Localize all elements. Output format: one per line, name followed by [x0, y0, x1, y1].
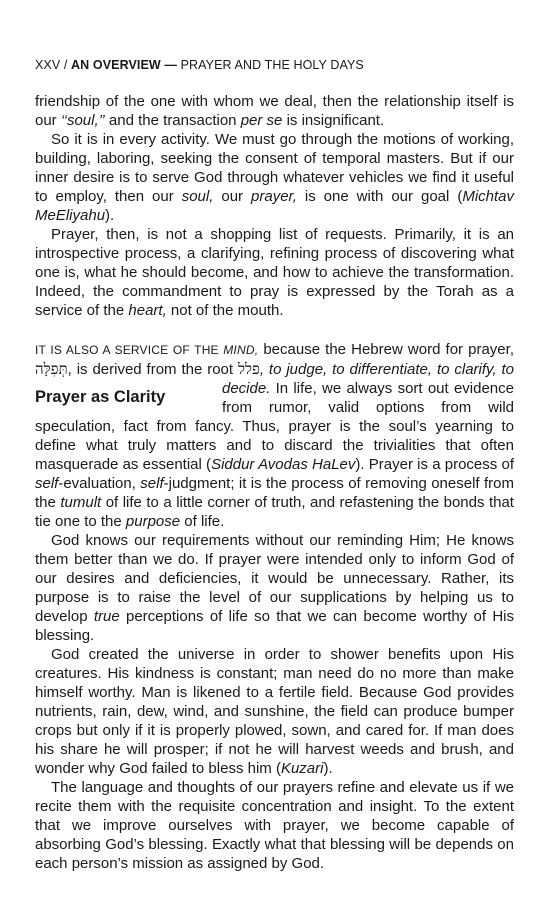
hebrew-root-palal: פלל	[237, 360, 260, 378]
paragraph-2: So it is in every activity. We must go through the motions of working, building, laboring, seeking the consent of temporal masters. But if our inner desire is to serve God through whatever vehicles we find it useful to employ, then our soul, our prayer, is one with our goal (Michtav MeEliyahu).	[35, 131, 515, 224]
paragraph-4: IT IS ALSO A SERVICE OF THE MIND, because the Hebrew word for prayer, תְּפִלָּה, is derived from the root פלל, to judge, to differentiate, to clarify, to decide. Prayer as Clarity In life, we always sort out evidence from rumor, valid options from wild speculation, fact from fancy. Thus, prayer is the soul’s yearning to define what truly matters and to discard the trivialities that often masquerade as essential (Siddur Avodas HaLev). Prayer is a process of self-evaluation, self-judgment; it is the process of removing oneself from the tumult of life to a little corner of truth, and refastening the bonds that tie one to the purpose of life.	[35, 341, 514, 530]
paragraph-7: The language and thoughts of our prayers refine and elevate us if we recite them with the requisite concentration and insight. To the extent that we improve ourselves with prayer, we become capable of absorbing God’s blessing. Exactly what that blessing will be depends on each person’s mission as assigned by God.	[35, 779, 514, 872]
header-dash: —	[164, 58, 178, 72]
paragraph-1: friendship of the one with whom we deal, then the relationship itself is our ‘‘soul,’’ and the transaction per se is insignificant.	[35, 93, 514, 129]
running-header	[35, 58, 364, 72]
paragraph-3: Prayer, then, is not a shopping list of requests. Primarily, it is an introspective process, a clarifying, refining process of discovering what one is, what he should become, and how to achieve the transformation. Indeed, the commandment to pray is expressed by the Torah as a service of the heart, not of the mouth.	[35, 226, 514, 319]
header-separator: /	[63, 58, 68, 72]
page-number: XXV	[35, 58, 61, 72]
paragraph-6: God created the universe in order to shower benefits upon His creatures. His kindness is constant; man need do no more than make himself worthy. Man is likened to a fertile field. Because God provides nutrients, rain, dew, wind, and sunshine, the field can produce bumper crops but only if it is properly plowed, sown, and cared for. If man does his share he will prosper; if not he will harvest weeds and brush, and wonder why God failed to bless him (Kuzari).	[35, 646, 514, 777]
header-subtitle: PRAYER AND THE HOLY DAYS	[180, 58, 364, 72]
hebrew-word-tefillah: תְּפִלָּה	[35, 360, 68, 378]
side-heading: Prayer as Clarity	[35, 388, 166, 406]
section-gap	[35, 320, 514, 340]
section-title: AN OVERVIEW	[71, 58, 161, 72]
paragraph-5: God knows our requirements without our reminding Him; He knows them better than we do. If prayer were intended only to inform God of our desires and deficiencies, it would be unnecessary. Rather, its purpose is to raise the level of our supplications by helping us to develop true perceptions of life so that we can become worthy of His blessing.	[35, 532, 515, 644]
body-text	[35, 92, 514, 873]
